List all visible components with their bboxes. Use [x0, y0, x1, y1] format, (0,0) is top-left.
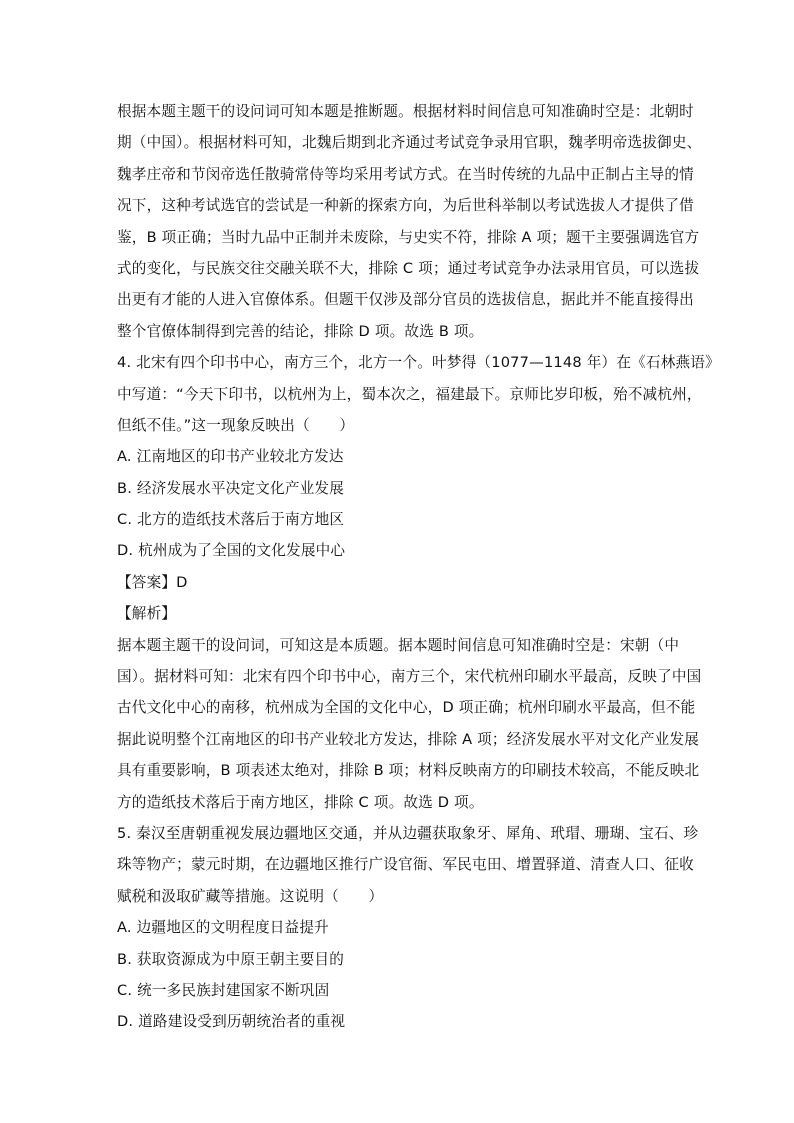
analysis-q3-line: 根据本题主题干的设问词可知本题是推断题。根据材料时间信息可知准确时空是：北朝时 — [117, 103, 694, 120]
analysis-q3-line: 况下，这种考试选官的尝试是一种新的探索方向，为后世科举制以考试选拔人才提供了借 — [117, 197, 694, 215]
question-4-option-c: C. 北方的造纸技术落后于南方地区 — [117, 511, 345, 529]
question-5-stem-line: 赋税和汲取矿藏等措施。这说明（ ） — [117, 887, 384, 905]
question-4-option-b: B. 经济发展水平决定文化产业发展 — [117, 479, 345, 497]
question-4-stem-line: 4. 北宋有四个印书中心，南方三个，北方一个。叶梦得（1077—1148 年）在《石林燕语》 — [117, 354, 720, 372]
document-page — [117, 96, 720, 1038]
question-4-analysis-line: 古代文化中心的南移，杭州成为全国的文化中心，D 项正确；杭州印刷水平最高，但不能 — [117, 699, 696, 717]
analysis-q3-line: 期（中国）。根据材料可知，北魏后期到北齐通过考试竞争录用官职，魏孝明帝选拔御史、 — [117, 134, 702, 152]
analysis-label: 【解析】 — [117, 605, 177, 623]
question-4-stem-line: 但纸不佳。”这一现象反映出（ ） — [117, 416, 355, 434]
question-4-stem-line: 中写道：“今天下印书，以杭州为上，蜀本次之，福建最下。京师比岁印板，殆不减杭州， — [117, 385, 702, 403]
analysis-q3-line: 整个官僚体制得到完善的结论，排除 D 项。故选 B 项。 — [117, 322, 484, 340]
question-4-analysis-line: 据本题主题干的设问词，可知这是本质题。据本题时间信息可知准确时空是：宋朝（中 — [117, 636, 680, 654]
question-4-analysis-line: 具有重要影响，B 项表述太绝对，排除 B 项；材料反映南方的印刷技术较高，不能反映北 — [117, 762, 700, 780]
question-5-option-c: C. 统一多民族封建国家不断巩固 — [117, 981, 330, 999]
question-4-option-d: D. 杭州成为了全国的文化发展中心 — [117, 542, 346, 560]
question-5-stem-line: 珠等物产；蒙元时期，在边疆地区推行广设官衙、军民屯田、增置驿道、清查人口、征收 — [117, 856, 694, 874]
analysis-q3-line: 魏孝庄帝和节闵帝选任散骑常侍等均采用考试方式。在当时传统的九品中正制占主导的情 — [117, 165, 694, 183]
analysis-q3-line: 式的变化，与民族交往交融关联不大，排除 C 项；通过考试竞争办法录用官员，可以选拔 — [117, 259, 700, 277]
question-5-option-d: D. 道路建设受到历朝统治者的重视 — [117, 1013, 346, 1031]
question-4-analysis-line: 方的造纸技术落后于南方地区，排除 C 项。故选 D 项。 — [117, 793, 484, 811]
question-4 — [117, 347, 720, 818]
analysis-q3-line: 出更有才能的人进入官僚体系。但题干仅涉及部分官员的选拔信息，据此并不能直接得出 — [117, 291, 694, 309]
question-5 — [117, 818, 699, 1038]
question-4-option-a: A. 江南地区的印书产业较北方发达 — [117, 448, 344, 466]
question-5-stem-line: 5. 秦汉至唐朝重视发展边疆地区交通，并从边疆获取象牙、犀角、玳瑁、珊瑚、宝石、珍 — [117, 824, 699, 842]
analysis-q3 — [117, 96, 702, 347]
analysis-q3-line: 鉴，B 项正确；当时九品中正制并未废除，与史实不符，排除 A 项；题干主要强调选官方 — [117, 228, 700, 246]
answer-label: 【答案】D — [117, 573, 188, 591]
question-5-option-b: B. 获取资源成为中原王朝主要目的 — [117, 950, 345, 968]
question-4-analysis-line: 据此说明整个江南地区的印书产业较北方发达，排除 A 项；经济发展水平对文化产业发展 — [117, 730, 700, 748]
question-5-option-a: A. 边疆地区的文明程度日益提升 — [117, 919, 329, 937]
question-4-analysis-line: 国）。据材料可知：北宋有四个印书中心，南方三个，宋代杭州印刷水平最高，反映了中国 — [117, 668, 702, 686]
